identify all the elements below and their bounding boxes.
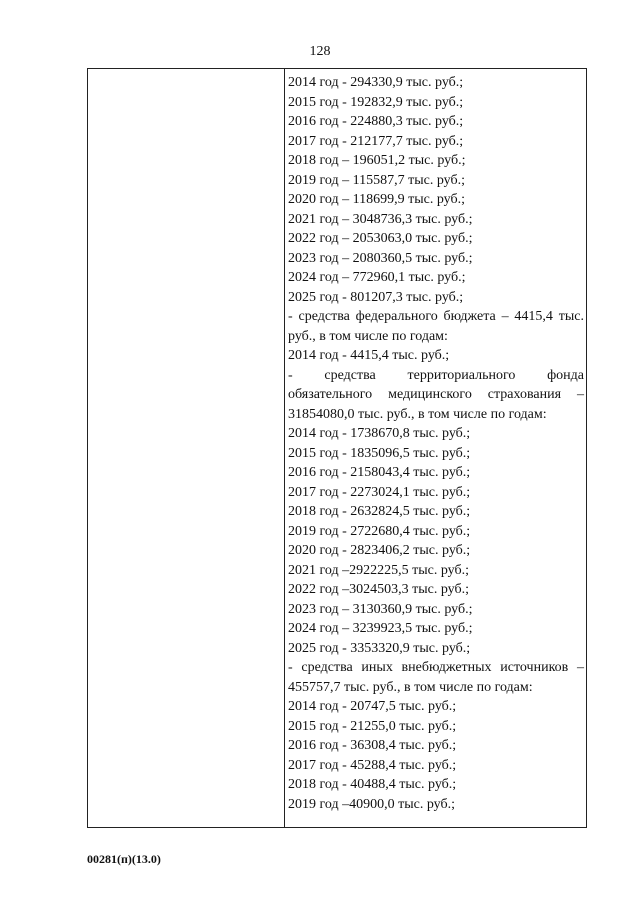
year-amount-line: 2014 год - 1738670,8 тыс. руб.; bbox=[288, 426, 471, 441]
federal-budget-paragraph: - средства федерального бюджета – 4415,4 тыс. руб., в том числе по годам: bbox=[288, 309, 584, 344]
year-amount-line: 2018 год - 2632824,5 тыс. руб.; bbox=[288, 504, 471, 519]
year-amount-line: 2024 год – 3239923,5 тыс. руб.; bbox=[288, 621, 473, 636]
year-amount-line: 2022 год –3024503,3 тыс. руб.; bbox=[288, 582, 469, 597]
column-divider bbox=[284, 69, 285, 827]
year-amount-line: 2015 год - 1835096,5 тыс. руб.; bbox=[288, 445, 471, 461]
year-amount-line: 2021 год – 3048736,3 тыс. руб.; bbox=[288, 211, 473, 227]
regional-budget-years bbox=[288, 73, 584, 307]
year-amount-line: 2016 год - 36308,4 тыс. руб.; bbox=[288, 738, 457, 753]
tfoms-paragraph: - средства территориального фонда обязательного медицинского страхования – 31854080,0 тыс. руб., в том числе по годам: bbox=[288, 367, 584, 422]
year-amount-line: 2018 год - 40488,4 тыс. руб.; bbox=[288, 777, 457, 792]
year-amount-line: 2017 год - 45288,4 тыс. руб.; bbox=[288, 757, 457, 773]
extrabudgetary-paragraph: - средства иных внебюджетных источников – 455757,7 тыс. руб., в том числе по годам: bbox=[288, 660, 584, 695]
year-amount-line: 2019 год - 2722680,4 тыс. руб.; bbox=[288, 523, 471, 539]
extrabudgetary-years bbox=[288, 697, 584, 814]
year-amount-line: 2015 год - 192832,9 тыс. руб.; bbox=[288, 94, 464, 110]
year-amount-line: 2020 год - 2823406,2 тыс. руб.; bbox=[288, 543, 471, 558]
year-amount-line: 2014 год - 4415,4 тыс. руб.; bbox=[288, 348, 450, 363]
year-amount-line: 2014 год - 294330,9 тыс. руб.; bbox=[288, 75, 464, 90]
year-amount-line: 2019 год –40900,0 тыс. руб.; bbox=[288, 796, 455, 812]
year-amount-line: 2017 год - 2273024,1 тыс. руб.; bbox=[288, 484, 471, 500]
year-amount-line: 2017 год - 212177,7 тыс. руб.; bbox=[288, 133, 464, 149]
year-amount-line: 2014 год - 20747,5 тыс. руб.; bbox=[288, 699, 457, 714]
funding-column bbox=[288, 73, 584, 814]
year-amount-line: 2020 год – 118699,9 тыс. руб.; bbox=[288, 192, 465, 207]
year-amount-line: 2022 год – 2053063,0 тыс. руб.; bbox=[288, 231, 473, 246]
document-code: 00281(п)(13.0) bbox=[87, 852, 161, 866]
year-amount-line: 2023 год – 3130360,9 тыс. руб.; bbox=[288, 601, 473, 617]
year-amount-line: 2015 год - 21255,0 тыс. руб.; bbox=[288, 718, 457, 734]
year-amount-line: 2018 год – 196051,2 тыс. руб.; bbox=[288, 153, 466, 168]
tfoms-years bbox=[288, 424, 584, 658]
year-amount-line: 2023 год – 2080360,5 тыс. руб.; bbox=[288, 250, 473, 266]
year-amount-line: 2021 год –2922225,5 тыс. руб.; bbox=[288, 562, 469, 578]
document-table bbox=[87, 68, 587, 828]
federal-budget-years bbox=[288, 346, 584, 366]
year-amount-line: 2024 год – 772960,1 тыс. руб.; bbox=[288, 270, 466, 285]
year-amount-line: 2025 год - 801207,3 тыс. руб.; bbox=[288, 289, 464, 305]
year-amount-line: 2016 год - 2158043,4 тыс. руб.; bbox=[288, 465, 471, 480]
year-amount-line: 2019 год – 115587,7 тыс. руб.; bbox=[288, 172, 465, 188]
year-amount-line: 2016 год - 224880,3 тыс. руб.; bbox=[288, 114, 464, 129]
year-amount-line: 2025 год - 3353320,9 тыс. руб.; bbox=[288, 640, 471, 656]
page-number: 128 bbox=[309, 44, 331, 59]
